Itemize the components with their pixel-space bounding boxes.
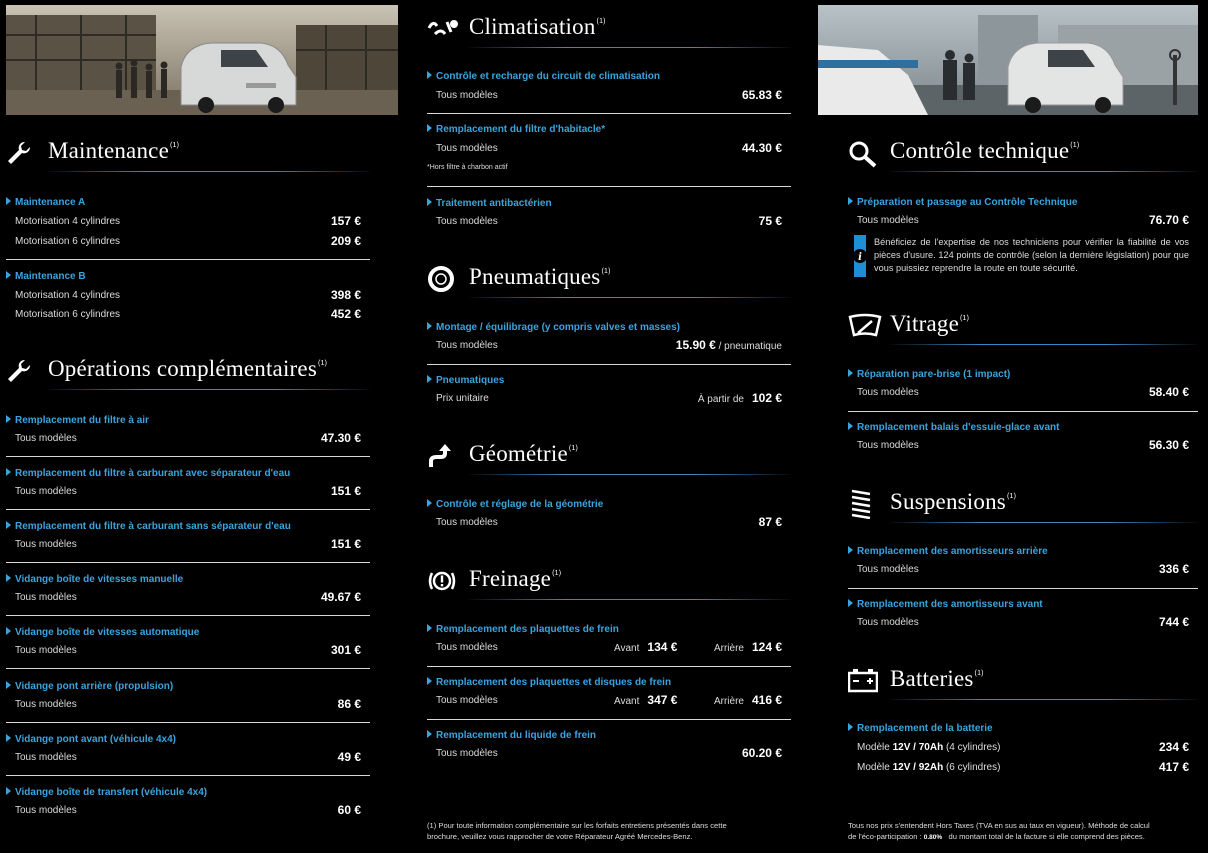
magnifier-icon (848, 140, 878, 166)
wrench-icon (6, 140, 36, 166)
price-row: Tous modèles 301 € (15, 643, 361, 657)
suspensions-title: Suspensions$^{(1)}$ (890, 489, 1017, 514)
title-rule (48, 389, 370, 390)
item-heading: Réparation pare-brise (1 impact) (848, 369, 1010, 380)
divider (427, 113, 791, 114)
price-row: Tous modèles 49.67 € (15, 590, 361, 604)
item-heading: Vidange pont avant (véhicule 4x4) (6, 734, 176, 745)
front-price: Avant 134 € (614, 640, 678, 654)
item-heading: Remplacement du filtre d'habitacle* (427, 124, 605, 135)
divider (6, 722, 370, 723)
freinage-section-title (427, 560, 791, 600)
column-left (6, 0, 370, 853)
item-heading: Remplacement du filtre à carburant avec séparateur d'eau (6, 468, 290, 479)
price-row: Modèle 12V / 70Ah (4 cylindres) 234 € (857, 740, 1189, 754)
pneumatiques-title: Pneumatiques$^{(1)}$ (469, 264, 611, 289)
controle-section-title (848, 132, 1198, 172)
windshield-wiper-icon (848, 313, 878, 339)
rear-price: Arrière 416 € (713, 693, 782, 707)
item-heading: Remplacement balais d'essuie-glace avant (848, 422, 1059, 433)
item-heading: Remplacement des plaquettes de frein (427, 624, 619, 635)
divider (427, 186, 791, 187)
price: 15.90 € / pneumatique (675, 338, 782, 352)
item-heading: Remplacement du filtre à carburant sans séparateur d'eau (6, 521, 291, 532)
price-row: Tous modèles 60.20 € (436, 746, 782, 760)
operations-title: Opérations complémentaires$^{(1)}$ (48, 356, 328, 381)
title-rule (469, 297, 791, 298)
wrench-icon (6, 358, 36, 384)
price-row: Tous modèles 44.30 € (436, 141, 782, 155)
price-row: Motorisation 6 cylindres 209 € (15, 234, 361, 248)
title-rule (890, 344, 1198, 345)
item-heading: Remplacement du liquide de frein (427, 730, 596, 741)
geometrie-title: Géométrie$^{(1)}$ (469, 441, 579, 466)
item-heading: Contrôle et recharge du circuit de climatisation (427, 71, 660, 82)
item-heading: Maintenance A (6, 197, 85, 208)
price: 301 € (330, 643, 361, 657)
divider (848, 411, 1198, 412)
price-row: Tous modèles 76.70 € (857, 213, 1189, 227)
front-price: Avant 347 € (614, 693, 678, 707)
item-heading: Maintenance B (6, 271, 86, 282)
suspensions-section-title (848, 483, 1198, 523)
price-row: Tous modèles Avant 347 € Arrière 416 € (436, 693, 782, 707)
price-row: Tous modèles Avant 134 € Arrière 124 € (436, 640, 782, 654)
price: 398 € (330, 288, 361, 302)
price-row: Motorisation 4 cylindres 398 € (15, 288, 361, 302)
title-rule (469, 474, 791, 475)
item-heading: Vidange boîte de transfert (véhicule 4x4) (6, 787, 207, 798)
footnote-text: *Hors filtre à charbon actif (427, 164, 508, 171)
photo-van-harbour (818, 5, 1198, 115)
price: 417 € (1158, 760, 1189, 774)
price: 86 € (337, 697, 361, 711)
svg-text:i: i (858, 252, 862, 263)
price: 56.30 € (1148, 438, 1189, 452)
price: 49 € (337, 750, 361, 764)
controle-title: Contrôle technique$^{(1)}$ (890, 138, 1080, 163)
price-row: Tous modèles 151 € (15, 537, 361, 551)
item-heading: Préparation et passage au Contrôle Technique (848, 197, 1077, 208)
title-rule (469, 47, 791, 48)
item-heading: Remplacement des amortisseurs arrière (848, 546, 1048, 557)
maintenance-title: Maintenance$^{(1)}$ (48, 138, 180, 163)
price-row: Tous modèles 60 € (15, 803, 361, 817)
tire-icon (427, 266, 457, 292)
title-rule (890, 699, 1198, 700)
item-heading: Vidange boîte de vitesses automatique (6, 627, 199, 638)
divider (427, 666, 791, 667)
photo-van-construction (6, 5, 398, 115)
price-row: Tous modèles 151 € (15, 484, 361, 498)
geometrie-section-title (427, 435, 791, 475)
price: 47.30 € (320, 431, 361, 445)
title-rule (469, 599, 791, 600)
item-heading: Montage / équilibrage (y compris valves et masses) (427, 322, 680, 333)
price: 65.83 € (741, 88, 782, 102)
title-rule (890, 522, 1198, 523)
climatisation-section-title (427, 8, 791, 48)
divider (6, 775, 370, 776)
price-row: Tous modèles 75 € (436, 214, 782, 228)
divider (6, 259, 370, 260)
item-heading: Pneumatiques (427, 375, 504, 386)
price-row: Tous modèles 336 € (857, 562, 1189, 576)
price: 452 € (330, 307, 361, 321)
rear-price: Arrière 124 € (713, 640, 782, 654)
price-row: Tous modèles 65.83 € (436, 88, 782, 102)
item-heading: Contrôle et réglage de la géométrie (427, 499, 603, 510)
item-heading: Remplacement du filtre à air (6, 415, 149, 426)
brake-warning-icon (427, 568, 457, 594)
item-heading: Remplacement des plaquettes et disques de frein (427, 677, 671, 688)
batteries-section-title (848, 660, 1198, 700)
price: 75 € (758, 214, 782, 228)
operations-section-title (6, 350, 370, 390)
divider (427, 364, 791, 365)
price-row: Tous modèles 744 € (857, 615, 1189, 629)
price: 87 € (758, 515, 782, 529)
item-heading: Remplacement des amortisseurs avant (848, 599, 1043, 610)
item-heading: Remplacement de la batterie (848, 723, 993, 734)
pneumatiques-section-title (427, 258, 791, 298)
footnote-left: (1) Pour toute information complémentaire sur les forfaits entretiens présentés dans cette brochure, veuillez vous rapprocher de votre Réparateur Agréé Mercedes-Benz. (427, 821, 727, 841)
divider (6, 562, 370, 563)
price-row: Tous modèles 86 € (15, 697, 361, 711)
divider (6, 615, 370, 616)
footnote-right: Tous nos prix s'entendent Hors Taxes (TVA en sus au taux en vigueur). Méthode de calcul de l'éco-participation : 0.80% du montant total de la facture si elle comprend des pièces. (848, 821, 1150, 841)
batteries-title: Batteries$^{(1)}$ (890, 666, 984, 691)
climatisation-title: Climatisation$^{(1)}$ (469, 14, 606, 39)
item-heading: Vidange boîte de vitesses manuelle (6, 574, 183, 585)
divider (6, 456, 370, 457)
divider (6, 509, 370, 510)
divider (848, 588, 1198, 589)
price: 336 € (1158, 562, 1189, 576)
price-row: Prix unitaire À partir de 102 € (436, 391, 782, 405)
divider (427, 719, 791, 720)
price-row: Tous modèles 56.30 € (857, 438, 1189, 452)
vitrage-title: Vitrage$^{(1)}$ (890, 311, 970, 336)
price: À partir de 102 € (697, 391, 782, 405)
price-row: Motorisation 4 cylindres 157 € (15, 214, 361, 228)
price: 744 € (1158, 615, 1189, 629)
price-row: Tous modèles 49 € (15, 750, 361, 764)
price-row: Motorisation 6 cylindres 452 € (15, 307, 361, 321)
price: 58.40 € (1148, 385, 1189, 399)
steering-arrow-icon (427, 443, 457, 469)
price-row: Tous modèles 58.40 € (857, 385, 1189, 399)
spring-icon (848, 491, 878, 517)
freinage-title: Freinage$^{(1)}$ (469, 566, 562, 591)
price: 49.67 € (320, 590, 361, 604)
info-text: Bénéficiez de l'expertise de nos techniciens pour vérifier la fiabilité de vos pièces d'usure. 124 points de contrôle (selon la dernière législation) pour que vous puissiez reprendre la route en toute sécurité. (874, 237, 1189, 273)
vitrage-section-title (848, 305, 1198, 345)
price: 151 € (330, 537, 361, 551)
price-row: Tous modèles 87 € (436, 515, 782, 529)
airflow-icon (427, 16, 457, 42)
price-row: Modèle 12V / 92Ah (6 cylindres) 417 € (857, 760, 1189, 774)
title-rule (48, 171, 370, 172)
battery-icon (848, 668, 878, 694)
price: 60 € (337, 803, 361, 817)
price: 157 € (330, 214, 361, 228)
price: 44.30 € (741, 141, 782, 155)
info-icon (854, 235, 866, 277)
price-row: Tous modèles 15.90 € / pneumatique (436, 338, 782, 352)
item-heading: Vidange pont arrière (propulsion) (6, 681, 173, 692)
price-row: Tous modèles 47.30 € (15, 431, 361, 445)
price: 209 € (330, 234, 361, 248)
divider (6, 668, 370, 669)
column-middle (427, 0, 791, 853)
price: 234 € (1158, 740, 1189, 754)
maintenance-section-title (6, 132, 370, 172)
title-rule (890, 171, 1198, 172)
column-right (848, 0, 1198, 853)
price: 60.20 € (741, 746, 782, 760)
price: 151 € (330, 484, 361, 498)
price: 76.70 € (1148, 213, 1189, 227)
item-heading: Traitement antibactérien (427, 198, 552, 209)
